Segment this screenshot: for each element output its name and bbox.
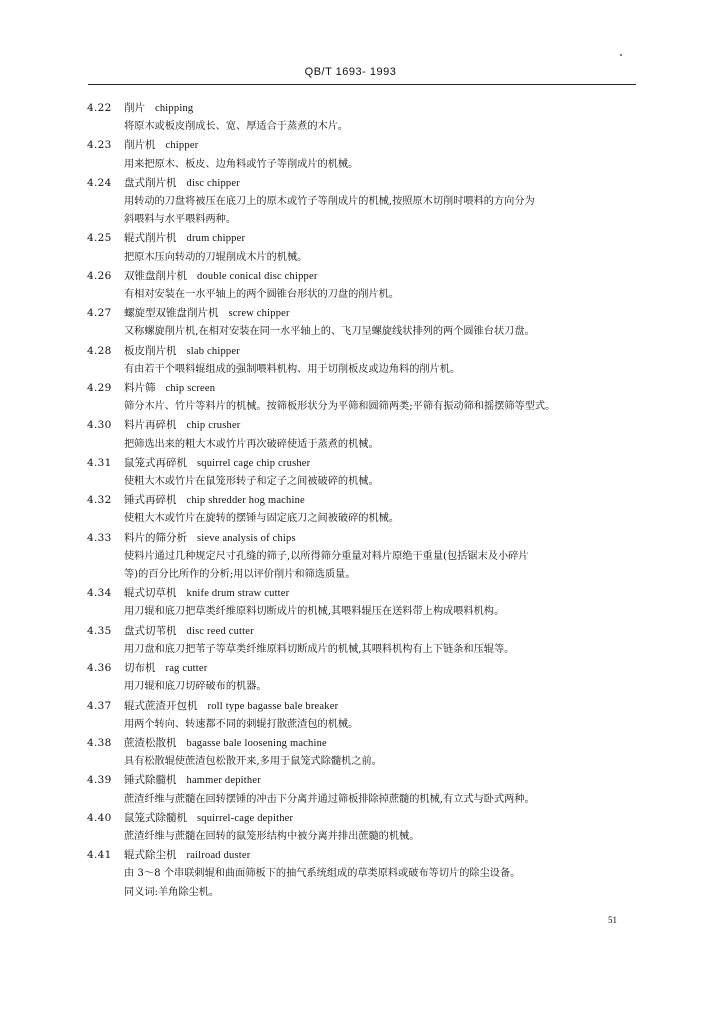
term-english: knife drum straw cutter xyxy=(186,588,290,600)
definition-line: 斜喂料与水平喂料两种。 xyxy=(124,214,237,226)
term-chinese: 蔗渣松散机 xyxy=(124,736,177,749)
definition-line: 同义词:羊角除尘机。 xyxy=(124,886,220,898)
term-line xyxy=(87,99,644,118)
term-english: disc reed cutter xyxy=(186,625,254,637)
term-line xyxy=(87,304,644,323)
term-definition xyxy=(94,510,644,528)
term-chinese: 辊式除尘机 xyxy=(124,849,177,862)
term-definition xyxy=(94,436,644,454)
term-entry xyxy=(87,529,644,585)
term-entry xyxy=(87,267,644,304)
term-entry xyxy=(87,136,644,173)
term-english: railroad duster xyxy=(186,850,251,862)
term-line xyxy=(87,416,644,435)
term-definition xyxy=(94,323,644,341)
term-english: slab chipper xyxy=(186,345,240,357)
definition-line: 将原木或板皮削成长、宽、厚适合于蒸煮的木片。 xyxy=(124,121,349,133)
term-english: chip screen xyxy=(165,383,216,395)
term-number: 4.40 xyxy=(87,811,112,824)
definition-line: 使粗大木或竹片在鼠笼形转子和定子之间被破碎的机械。 xyxy=(124,476,379,488)
term-line xyxy=(87,342,644,361)
term-number: 4.34 xyxy=(87,587,112,600)
term-line xyxy=(87,697,644,716)
term-entry xyxy=(87,229,644,266)
term-number: 4.27 xyxy=(87,307,112,320)
term-chinese: 双锥盘削片机 xyxy=(124,269,187,282)
term-definition xyxy=(94,828,644,846)
term-chinese: 料片再碎机 xyxy=(124,419,177,432)
term-english: hammer depither xyxy=(186,775,261,787)
term-entry xyxy=(87,379,644,416)
term-chinese: 鼠笼式除髓机 xyxy=(124,811,187,824)
term-english: double conical disc chipper xyxy=(197,270,318,282)
definition-line: 把原木压向转动的刀辊削成木片的机械。 xyxy=(124,251,308,263)
term-line xyxy=(87,267,644,286)
term-list xyxy=(87,99,644,902)
term-definition xyxy=(94,286,644,304)
term-chinese: 盘式削片机 xyxy=(124,176,177,189)
term-definition xyxy=(94,156,644,174)
term-line xyxy=(87,659,644,678)
definition-line: 有相对安装在一水平轴上的两个圆锥台形状的刀盘的削片机。 xyxy=(124,289,400,301)
term-number: 4.26 xyxy=(87,269,112,282)
term-definition xyxy=(94,641,644,659)
term-english: bagasse bale loosening machine xyxy=(186,737,327,749)
term-number: 4.33 xyxy=(87,531,112,544)
term-english: squirrel-cage depither xyxy=(197,812,294,824)
term-entry xyxy=(87,99,644,136)
term-line xyxy=(87,454,644,473)
term-chinese: 辊式削片机 xyxy=(124,232,177,245)
term-english: rag cutter xyxy=(165,663,208,675)
term-chinese: 板皮削片机 xyxy=(124,344,177,357)
scan-speck xyxy=(620,54,622,56)
term-number: 4.28 xyxy=(87,344,112,357)
definition-line: 用刀盘和底刀把苇子等草类纤维原料切断成片的机械,其喂料机构有上下链条和压辊等。 xyxy=(124,643,515,655)
term-entry xyxy=(87,846,644,902)
definition-line: 把筛选出来的粗大木或竹片再次破碎使适于蒸煮的机械。 xyxy=(124,438,379,450)
definition-line: 用来把原木、板皮、边角料或竹子等削成片的机械。 xyxy=(124,158,359,170)
term-english: squirrel cage chip crusher xyxy=(197,457,311,469)
term-definition xyxy=(94,398,644,416)
term-english: disc chipper xyxy=(186,177,240,189)
term-line xyxy=(87,229,644,248)
term-definition xyxy=(94,548,644,584)
term-english: sieve analysis of chips xyxy=(197,532,296,544)
definition-line: 使粗大木或竹片在旋转的摆锤与固定底刀之间被破碎的机械。 xyxy=(124,513,400,525)
term-entry xyxy=(87,584,644,621)
term-english: chip shredder hog machine xyxy=(186,495,305,507)
definition-line: 具有松散辊使蔗渣包松散开来,多用于鼠笼式除髓机之前。 xyxy=(124,756,382,768)
term-number: 4.31 xyxy=(87,456,112,469)
term-chinese: 料片的筛分析 xyxy=(124,531,187,544)
term-entry xyxy=(87,491,644,528)
term-entry xyxy=(87,416,644,453)
term-entry xyxy=(87,304,644,341)
term-entry xyxy=(87,659,644,696)
term-chinese: 削片 xyxy=(124,102,145,114)
term-number: 4.22 xyxy=(87,102,112,114)
term-line xyxy=(87,174,644,193)
definition-line: 用转动的刀盘将被压在底刀上的原木或竹子等削成片的机械,按照原木切削时喂料的方向分为 xyxy=(124,196,535,208)
term-definition xyxy=(94,361,644,379)
term-line xyxy=(87,771,644,790)
term-chinese: 切布机 xyxy=(124,662,156,675)
definition-line: 用两个转向、转速都不同的刺辊打散蔗渣包的机械。 xyxy=(124,718,359,730)
term-line xyxy=(87,379,644,398)
term-number: 4.38 xyxy=(87,736,112,749)
term-entry xyxy=(87,454,644,491)
term-entry xyxy=(87,734,644,771)
term-line xyxy=(87,584,644,603)
term-chinese: 辊式切草机 xyxy=(124,587,177,600)
term-english: chip crusher xyxy=(186,420,241,432)
term-number: 4.32 xyxy=(87,494,112,507)
header-rule xyxy=(88,84,636,85)
term-definition xyxy=(94,193,644,229)
term-entry xyxy=(87,342,644,379)
term-chinese: 锤式除髓机 xyxy=(124,774,177,787)
term-line xyxy=(87,136,644,155)
term-number: 4.41 xyxy=(87,849,112,862)
term-definition xyxy=(94,118,644,136)
term-line xyxy=(87,734,644,753)
term-entry xyxy=(87,771,644,808)
term-english: drum chipper xyxy=(186,233,246,245)
term-number: 4.36 xyxy=(87,662,112,675)
term-number: 4.23 xyxy=(87,139,112,152)
definition-line: 筛分木片、竹片等料片的机械。按筛板形状分为平筛和圆筛两类;平筛有振动筛和摇摆筛等型式。 xyxy=(124,401,556,413)
term-chinese: 料片筛 xyxy=(124,382,156,395)
term-number: 4.24 xyxy=(87,176,112,189)
term-line xyxy=(87,846,644,865)
term-line xyxy=(87,809,644,828)
term-definition xyxy=(94,603,644,621)
definition-line: 用刀辊和底刀切碎破布的机器。 xyxy=(124,681,267,693)
definition-line: 蔗渣纤维与蔗髓在回转摆锤的冲击下分离并通过筛板排除掉蔗髓的机械,有立式与卧式两种。 xyxy=(124,793,535,805)
term-entry xyxy=(87,697,644,734)
term-english: chipper xyxy=(165,140,199,152)
page-number: 51 xyxy=(608,915,617,925)
term-entry xyxy=(87,174,644,230)
term-definition xyxy=(94,791,644,809)
term-chinese: 锤式再碎机 xyxy=(124,494,177,507)
term-definition xyxy=(94,678,644,696)
term-definition xyxy=(94,249,644,267)
term-english: roll type bagasse bale breaker xyxy=(207,700,339,712)
definition-line: 由 3～8 个串联刺辊和曲面筛板下的抽气系统组成的草类原料或破布等切片的除尘设备。 xyxy=(124,868,521,880)
term-number: 4.30 xyxy=(87,419,112,432)
term-definition xyxy=(94,865,644,901)
term-english: chipping xyxy=(155,103,194,114)
term-chinese: 辊式蔗渣开包机 xyxy=(124,699,198,712)
term-chinese: 鼠笼式再碎机 xyxy=(124,456,187,469)
term-number: 4.37 xyxy=(87,699,112,712)
term-chinese: 盘式切苇机 xyxy=(124,624,177,637)
definition-line: 又称螺旋削片机,在相对安装在同一水平轴上的、飞刀呈螺旋线状排列的两个圆锥台状刀盘。 xyxy=(124,326,535,338)
definition-line: 等)的百分比所作的分析;用以评价削片和筛选质量。 xyxy=(124,569,356,581)
term-english: screw chipper xyxy=(228,308,290,320)
term-entry xyxy=(87,809,644,846)
term-line xyxy=(87,491,644,510)
term-definition xyxy=(94,753,644,771)
term-number: 4.35 xyxy=(87,624,112,637)
term-chinese: 螺旋型双锥盘削片机 xyxy=(124,307,219,320)
term-number: 4.25 xyxy=(87,232,112,245)
term-entry xyxy=(87,622,644,659)
term-definition xyxy=(94,716,644,734)
definition-line: 使料片通过几种规定尺寸孔缝的筛子,以所得筛分重量对料片原绝干重量(包括锯末及小碎片 xyxy=(124,550,529,562)
term-line xyxy=(87,622,644,641)
definition-line: 有由若干个喂料辊组成的强制喂料机构、用于切削板皮或边角料的削片机。 xyxy=(124,363,461,375)
definition-line: 用刀辊和底刀把草类纤维原料切断成片的机械,其喂料辊压在送料带上构成喂料机构。 xyxy=(124,606,505,618)
term-line xyxy=(87,529,644,548)
standard-code: QB/T 1693- 1993 xyxy=(304,66,397,78)
term-number: 4.29 xyxy=(87,382,112,395)
definition-line: 蔗渣纤维与蔗髓在回转的鼠笼形结构中被分离并排出蔗髓的机械。 xyxy=(124,830,420,842)
term-number: 4.39 xyxy=(87,774,112,787)
term-definition xyxy=(94,473,644,491)
term-chinese: 削片机 xyxy=(124,139,156,152)
